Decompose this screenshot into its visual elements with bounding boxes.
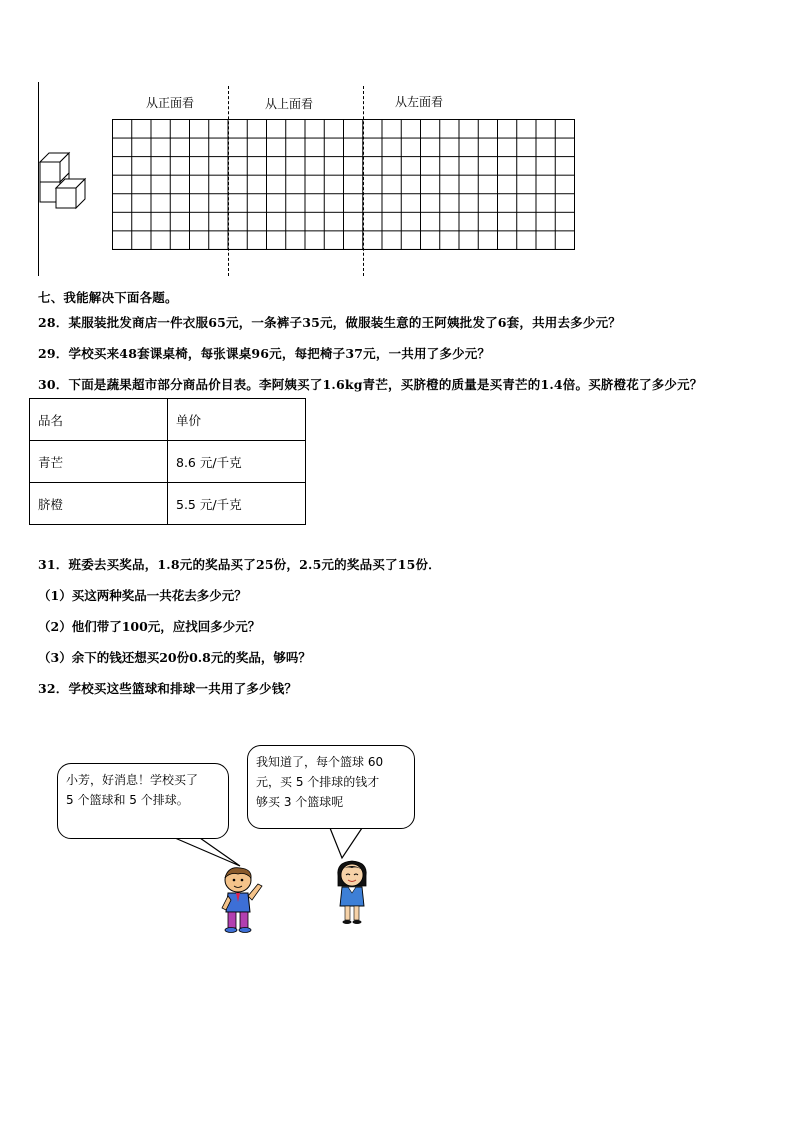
question-31: 31．班委去买奖品，1.8元的奖品买了25份，2.5元的奖品买了15份．: [38, 557, 441, 572]
table-cell: 5.5 元/千克: [168, 483, 306, 525]
girl-speech-line: 够买 3 个篮球呢: [256, 795, 344, 809]
question-31-part-2: （2）他们带了100元，应找回多少元？: [38, 619, 261, 634]
question-30: 30．下面是蔬果超市部分商品价目表。李阿姨买了1.6kg青芒，买脐橙的质量是买青芒的1.4倍。买脐橙花了多少元？: [38, 377, 703, 392]
boy-speech-line: 小芳，好消息！学校买了: [66, 773, 199, 787]
girl-speech-line: 元，买 5 个排球的钱才: [256, 775, 380, 789]
view-label-front: 从正面看: [146, 96, 195, 110]
section-title: 七、我能解决下面各题。: [38, 290, 178, 305]
table-cell: 8.6 元/千克: [168, 441, 306, 483]
table-cell: 脐橙: [30, 483, 168, 525]
table-cell: 青芒: [30, 441, 168, 483]
view-label-top: 从上面看: [265, 97, 314, 111]
question-28: 28．某服装批发商店一件衣服65元，一条裤子35元，做服装生意的王阿姨批发了6套，共用去多少元？: [38, 315, 621, 330]
girl-speech-line: 我知道了，每个篮球 60: [256, 755, 384, 769]
girl-speech-bubble: [247, 745, 415, 829]
boy-speech-bubble: [57, 763, 229, 839]
girl-cartoon-icon: [334, 860, 370, 926]
table-header-cell: 品名: [30, 399, 168, 441]
question-31-part-3: （3）余下的钱还想买20份0.8元的奖品，够吗？: [38, 650, 311, 665]
question-29: 29．学校买来48套课桌椅，每张课桌96元，每把椅子37元，一共用了多少元？: [38, 346, 491, 361]
view-label-left: 从左面看: [395, 95, 444, 109]
question-31-part-1: （1）买这两种奖品一共花去多少元？: [38, 588, 247, 603]
table-header-cell: 单价: [168, 399, 306, 441]
boy-speech-line: 5 个篮球和 5 个排球。: [66, 793, 189, 807]
boy-cartoon-icon: [218, 866, 268, 934]
question-32: 32．学校买这些篮球和排球一共用了多少钱？: [38, 681, 298, 696]
